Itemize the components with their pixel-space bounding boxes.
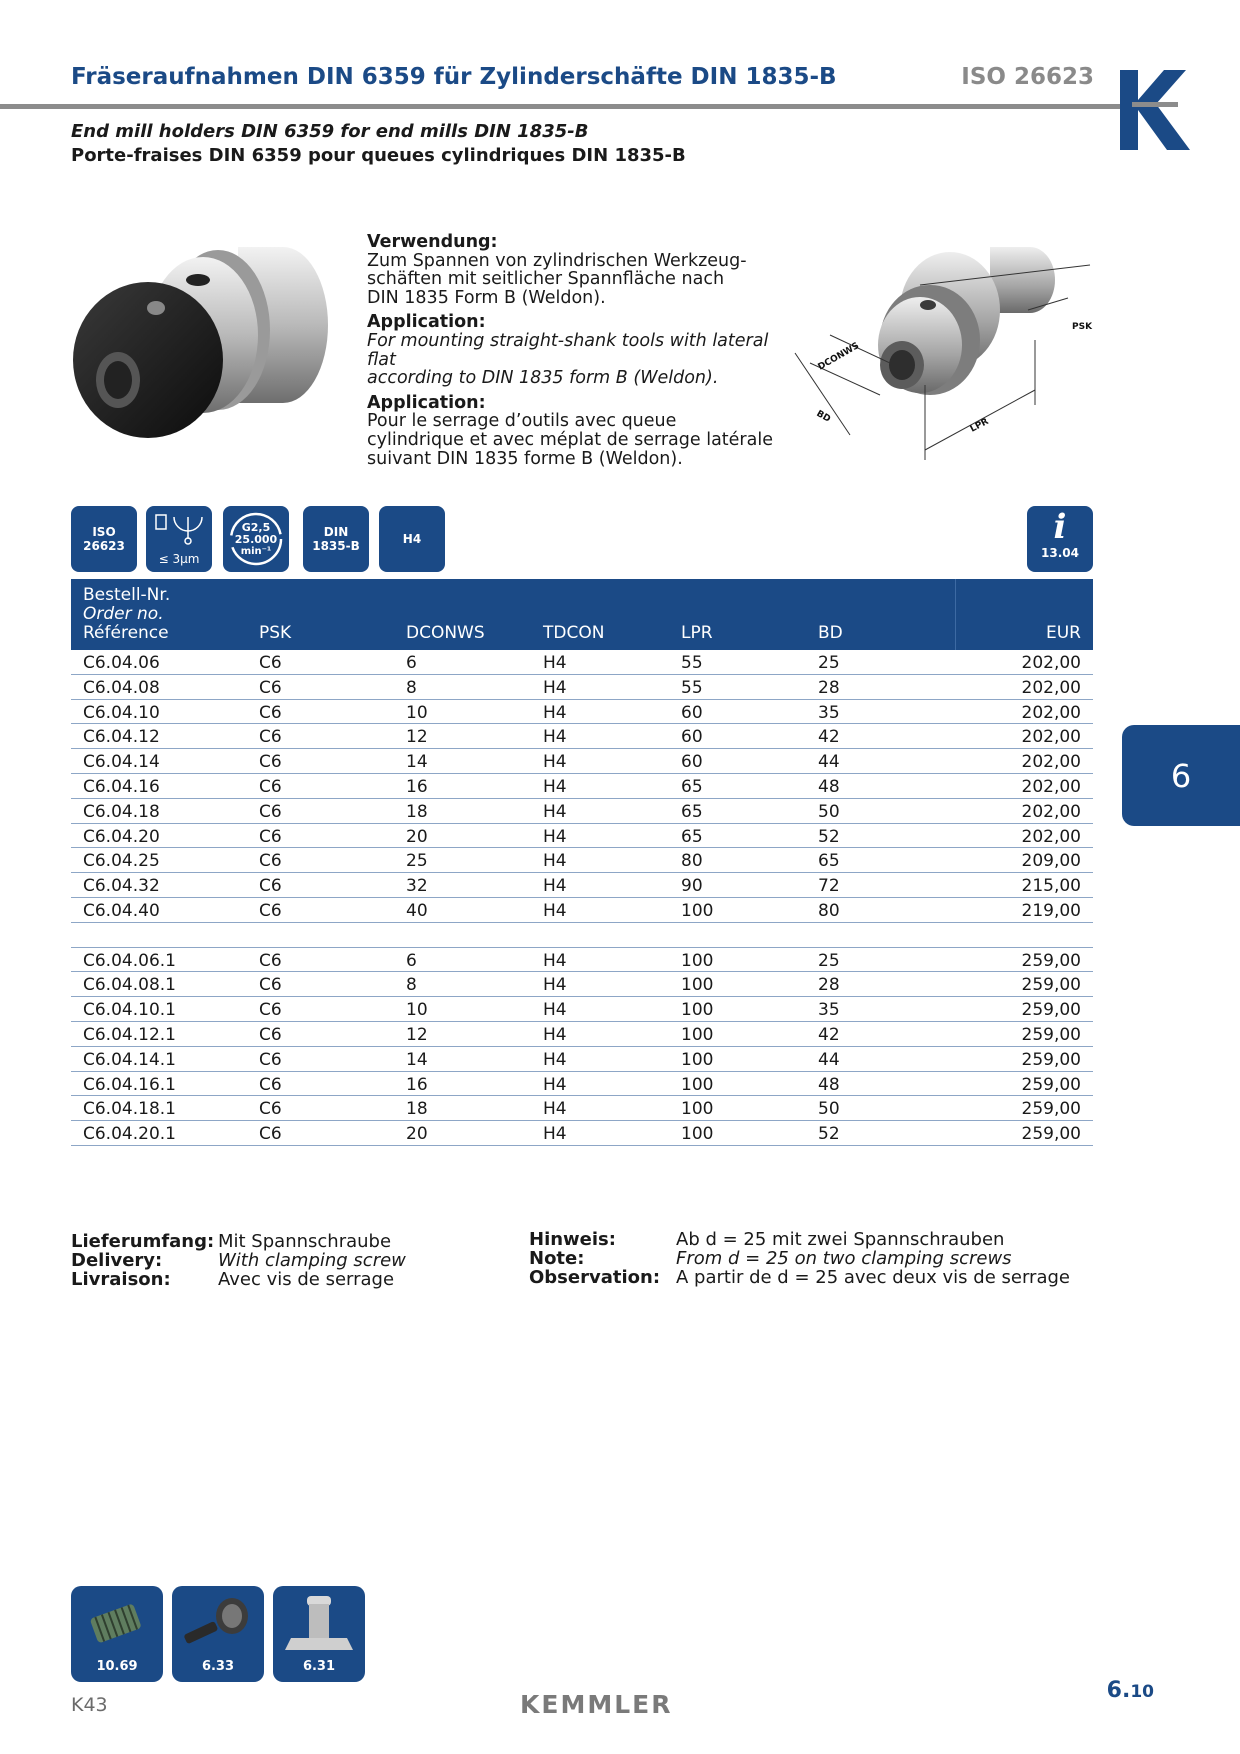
note-value-en: From d = 25 on two clamping screws <box>676 1248 1012 1269</box>
psk-value: C6 <box>259 1049 282 1070</box>
delivery-label-de: Lieferumfang: <box>71 1231 215 1252</box>
dconws-value: 12 <box>406 727 428 748</box>
table-row <box>71 799 1093 824</box>
lpr-value: 55 <box>681 677 703 698</box>
bd-value: 35 <box>818 1000 840 1021</box>
table-row <box>71 1072 1093 1097</box>
dconws-value: 10 <box>406 1000 428 1021</box>
application-description <box>367 233 787 468</box>
page-number <box>1107 1678 1154 1703</box>
psk-value: C6 <box>259 653 282 673</box>
info-reference-button[interactable] <box>1027 506 1093 572</box>
iso-icon-line2: 26623 <box>83 539 125 553</box>
accessory-mounting-stand[interactable] <box>273 1586 365 1682</box>
lpr-value: 100 <box>681 1099 714 1120</box>
tdcon-value: H4 <box>543 727 567 748</box>
psk-value: C6 <box>259 851 282 872</box>
delivery-label-en: Delivery: <box>71 1250 163 1271</box>
note-label-fr: Observation: <box>529 1267 661 1288</box>
psk-value: C6 <box>259 1099 282 1120</box>
psk-value: C6 <box>259 677 282 698</box>
psk-value: C6 <box>259 1000 282 1021</box>
price-value: 202,00 <box>1021 702 1081 723</box>
usage-text-de-1: Zum Spannen von zylindrischen Werkzeug- <box>367 250 747 271</box>
bd-value: 44 <box>818 1049 840 1070</box>
dconws-value: 8 <box>406 975 417 996</box>
lpr-value: 100 <box>681 1049 714 1070</box>
lpr-value: 65 <box>681 801 703 822</box>
accessory-length-screw[interactable] <box>172 1586 264 1682</box>
bd-value: 48 <box>818 776 840 797</box>
brand-name: KEMMLER <box>520 1690 673 1719</box>
tdcon-value: H4 <box>543 1024 567 1045</box>
price-value: 259,00 <box>1021 1074 1081 1095</box>
table-row <box>71 774 1093 799</box>
dimension-drawing <box>790 235 1100 465</box>
table-row <box>71 972 1093 997</box>
bd-header: BD <box>818 623 843 643</box>
bd-value: 25 <box>818 653 840 673</box>
usage-text-de-3: DIN 1835 Form B (Weldon). <box>367 287 606 308</box>
usage-text-fr-1: Pour le serrage d’outils avec queue <box>367 411 677 432</box>
bd-value: 65 <box>818 851 840 872</box>
tdcon-value: H4 <box>543 677 567 698</box>
table-row <box>71 873 1093 898</box>
psk-value: C6 <box>259 801 282 822</box>
kemmler-logo <box>1120 70 1190 150</box>
info-page-ref: 13.04 <box>1041 546 1079 560</box>
dconws-value: 6 <box>406 653 417 673</box>
psk-value: C6 <box>259 1074 282 1095</box>
chapter-number: 6 <box>1170 756 1192 795</box>
order-number: C6.04.14.1 <box>83 1049 176 1070</box>
order-number: C6.04.12.1 <box>83 1024 176 1045</box>
tdcon-value: H4 <box>543 876 567 897</box>
usage-heading-de: Verwendung: <box>367 232 498 252</box>
lpr-value: 55 <box>681 653 703 673</box>
dconws-value: 10 <box>406 702 428 723</box>
subtitle-english: End mill holders DIN 6359 for end mills DIN 1835-B <box>71 121 589 142</box>
tdcon-value: H4 <box>543 1099 567 1120</box>
balance-grade: G2,5 <box>241 520 271 534</box>
table-row <box>71 824 1093 849</box>
order-number-header <box>83 586 170 643</box>
dconws-value: 14 <box>406 752 428 773</box>
bd-value: 50 <box>818 801 840 822</box>
din-standard-icon <box>303 506 369 572</box>
order-number: C6.04.14 <box>83 752 160 773</box>
dconws-value: 16 <box>406 776 428 797</box>
table-row <box>71 1121 1093 1146</box>
psk-value: C6 <box>259 752 282 773</box>
dconws-value: 12 <box>406 1024 428 1045</box>
dconws-value: 32 <box>406 876 428 897</box>
note-value-fr: A partir de d = 25 avec deux vis de serrage <box>676 1267 1070 1288</box>
price-value: 219,00 <box>1021 900 1081 921</box>
psk-value: C6 <box>259 727 282 748</box>
order-number: C6.04.10 <box>83 702 160 723</box>
bd-value: 50 <box>818 1099 840 1120</box>
dconws-value: 18 <box>406 1099 428 1120</box>
lpr-value: 100 <box>681 1000 714 1021</box>
table-row <box>71 724 1093 749</box>
psk-value: C6 <box>259 702 282 723</box>
dconws-value: 8 <box>406 677 417 698</box>
tdcon-value: H4 <box>543 900 567 921</box>
rotation-icon <box>227 509 285 569</box>
table-row <box>71 700 1093 725</box>
table-row <box>71 650 1093 675</box>
page-title: Fräseraufnahmen DIN 6359 für Zylinderschäfte DIN 1835-B <box>71 64 837 90</box>
table-header <box>71 579 1093 650</box>
runout-value: ≤ 3µm <box>158 552 200 566</box>
dconws-value: 25 <box>406 851 428 872</box>
table-row <box>71 1022 1093 1047</box>
usage-text-en-2: according to DIN 1835 form B (Weldon). <box>367 368 719 389</box>
tdcon-value: H4 <box>543 702 567 723</box>
table-row <box>71 675 1093 700</box>
order-number: C6.04.18 <box>83 801 160 822</box>
din-icon-line2: 1835-B <box>312 539 360 553</box>
bd-value: 52 <box>818 1124 840 1145</box>
price-table <box>71 650 1093 1146</box>
eur-column-divider <box>955 579 956 650</box>
psk-header: PSK <box>259 623 292 643</box>
note-value-de: Ab d = 25 mit zwei Spannschrauben <box>676 1229 1005 1250</box>
price-value: 202,00 <box>1021 727 1081 748</box>
price-value: 202,00 <box>1021 801 1081 822</box>
tdcon-header: TDCON <box>543 623 605 643</box>
price-value: 202,00 <box>1021 677 1081 698</box>
tdcon-value: H4 <box>543 653 567 673</box>
dconws-value: 18 <box>406 801 428 822</box>
order-header-fr: Référence <box>83 623 169 643</box>
usage-heading-en: Application: <box>367 312 486 333</box>
usage-text-en-1: For mounting straight-shank tools with lateral flat <box>367 330 769 370</box>
bd-value: 28 <box>818 975 840 996</box>
tool-stand-icon <box>281 1592 357 1656</box>
page-sub: 10 <box>1130 1682 1154 1702</box>
info-icon: i <box>1053 507 1067 547</box>
order-number: C6.04.08.1 <box>83 975 176 996</box>
dconws-header: DCONWS <box>406 623 485 643</box>
order-number: C6.04.40 <box>83 900 160 921</box>
bd-value: 48 <box>818 1074 840 1095</box>
order-number: C6.04.18.1 <box>83 1099 176 1120</box>
usage-text-fr-2: cylindrique et avec méplat de serrage latérale <box>367 429 773 450</box>
dial-gauge-icon <box>154 511 204 545</box>
bd-value: 42 <box>818 727 840 748</box>
table-row <box>71 848 1093 873</box>
lpr-value: 90 <box>681 876 703 897</box>
order-number: C6.04.08 <box>83 677 160 698</box>
delivery-value-de: Mit Spannschraube <box>218 1231 392 1252</box>
tdcon-value: H4 <box>543 851 567 872</box>
psk-value: C6 <box>259 900 282 921</box>
dconws-label: DCONWS <box>816 341 862 373</box>
page-chapter: 6. <box>1106 1678 1131 1703</box>
balance-unit: min⁻¹ <box>240 545 272 557</box>
lpr-value: 65 <box>681 776 703 797</box>
tdcon-value: H4 <box>543 801 567 822</box>
tdcon-value: H4 <box>543 1074 567 1095</box>
adjustment-screw-icon <box>180 1592 256 1656</box>
lpr-value: 100 <box>681 1074 714 1095</box>
dconws-value: 40 <box>406 900 428 921</box>
delivery-value-en: With clamping screw <box>218 1250 406 1271</box>
bd-label: BD <box>814 408 832 425</box>
dconws-value: 16 <box>406 1074 428 1095</box>
tdcon-value: H4 <box>543 752 567 773</box>
usage-text-de-2: schäften mit seitlicher Spannfläche nach <box>367 269 725 290</box>
psk-value: C6 <box>259 826 282 847</box>
bd-value: 52 <box>818 826 840 847</box>
table-spacer-row <box>71 923 1093 948</box>
lpr-header: LPR <box>681 623 713 643</box>
order-number: C6.04.32 <box>83 876 160 897</box>
standard-label: ISO 26623 <box>961 64 1094 90</box>
price-value: 202,00 <box>1021 653 1081 673</box>
order-number: C6.04.10.1 <box>83 1000 176 1021</box>
tdcon-value: H4 <box>543 950 567 971</box>
price-value: 202,00 <box>1021 752 1081 773</box>
catalog-code: K43 <box>71 1694 108 1716</box>
accessory-ref-3: 6.31 <box>302 1659 336 1674</box>
bd-value: 28 <box>818 677 840 698</box>
lpr-value: 80 <box>681 851 703 872</box>
product-photo <box>68 230 358 460</box>
runout-gauge-icon <box>146 506 212 572</box>
table-row <box>71 898 1093 923</box>
dconws-value: 20 <box>406 826 428 847</box>
order-number: C6.04.16.1 <box>83 1074 176 1095</box>
psk-value: C6 <box>259 950 282 971</box>
accessory-ref-1: 10.69 <box>96 1659 138 1674</box>
usage-heading-fr: Application: <box>367 392 486 413</box>
psk-value: C6 <box>259 1124 282 1145</box>
bd-value: 42 <box>818 1024 840 1045</box>
dconws-value: 14 <box>406 1049 428 1070</box>
psk-value: C6 <box>259 876 282 897</box>
order-number: C6.04.06.1 <box>83 950 176 971</box>
note-label-de: Hinweis: <box>529 1229 616 1250</box>
lpr-value: 65 <box>681 826 703 847</box>
tdcon-value: H4 <box>543 826 567 847</box>
dconws-value: 6 <box>406 950 417 971</box>
table-row <box>71 1047 1093 1072</box>
tdcon-value: H4 <box>543 1000 567 1021</box>
lpr-value: 100 <box>681 1124 714 1145</box>
tdcon-value: H4 <box>543 1049 567 1070</box>
delivery-value-fr: Avec vis de serrage <box>218 1269 395 1290</box>
price-value: 202,00 <box>1021 776 1081 797</box>
table-row <box>71 948 1093 973</box>
tdcon-value: H4 <box>543 1124 567 1145</box>
balance-speed: 25.000 <box>234 532 278 546</box>
lpr-label: LPR <box>968 416 991 435</box>
bd-value: 25 <box>818 950 840 971</box>
price-value: 209,00 <box>1021 851 1081 872</box>
order-number: C6.04.12 <box>83 727 160 748</box>
table-row <box>71 997 1093 1022</box>
bd-value: 44 <box>818 752 840 773</box>
usage-text-fr-3: suivant DIN 1835 forme B (Weldon). <box>367 448 683 469</box>
price-value: 259,00 <box>1021 975 1081 996</box>
psk-value: C6 <box>259 776 282 797</box>
balance-grade-icon <box>223 506 289 572</box>
note-label-en: Note: <box>529 1248 585 1269</box>
order-header-en: Order no. <box>83 604 164 624</box>
chapter-tab[interactable] <box>1122 725 1240 826</box>
price-value: 259,00 <box>1021 950 1081 971</box>
eur-header: EUR <box>1046 623 1081 643</box>
accessory-ref-2: 6.33 <box>201 1659 235 1674</box>
iso-standard-icon <box>71 506 137 572</box>
tolerance-icon <box>379 506 445 572</box>
lpr-value: 60 <box>681 727 703 748</box>
title-divider <box>0 104 1120 109</box>
lpr-value: 100 <box>681 975 714 996</box>
tdcon-value: H4 <box>543 776 567 797</box>
price-value: 259,00 <box>1021 1049 1081 1070</box>
threaded-screw-icon <box>79 1592 155 1656</box>
delivery-label-fr: Livraison: <box>71 1269 171 1290</box>
lpr-value: 60 <box>681 752 703 773</box>
order-number: C6.04.16 <box>83 776 160 797</box>
accessory-clamping-screw[interactable] <box>71 1586 163 1682</box>
bd-value: 35 <box>818 702 840 723</box>
bd-value: 80 <box>818 900 840 921</box>
table-row <box>71 1096 1093 1121</box>
price-value: 259,00 <box>1021 1099 1081 1120</box>
bd-value: 72 <box>818 876 840 897</box>
price-value: 202,00 <box>1021 826 1081 847</box>
order-header-de: Bestell-Nr. <box>83 585 171 605</box>
price-value: 259,00 <box>1021 1024 1081 1045</box>
psk-value: C6 <box>259 1024 282 1045</box>
lpr-value: 100 <box>681 900 714 921</box>
dconws-value: 20 <box>406 1124 428 1145</box>
price-value: 259,00 <box>1021 1124 1081 1145</box>
table-row <box>71 749 1093 774</box>
order-number: C6.04.25 <box>83 851 160 872</box>
lpr-value: 100 <box>681 1024 714 1045</box>
order-number: C6.04.06 <box>83 653 160 673</box>
psk-value: C6 <box>259 975 282 996</box>
iso-icon-line1: ISO <box>92 525 116 539</box>
tdcon-value: H4 <box>543 975 567 996</box>
lpr-value: 60 <box>681 702 703 723</box>
lpr-value: 100 <box>681 950 714 971</box>
psk-label: PSK <box>1072 322 1093 332</box>
price-value: 259,00 <box>1021 1000 1081 1021</box>
order-number: C6.04.20.1 <box>83 1124 176 1145</box>
din-icon-line1: DIN <box>323 525 349 539</box>
tolerance-value: H4 <box>402 532 422 546</box>
order-number: C6.04.20 <box>83 826 160 847</box>
subtitle-french: Porte-fraises DIN 6359 pour queues cylindriques DIN 1835-B <box>71 145 686 166</box>
price-value: 215,00 <box>1021 876 1081 897</box>
